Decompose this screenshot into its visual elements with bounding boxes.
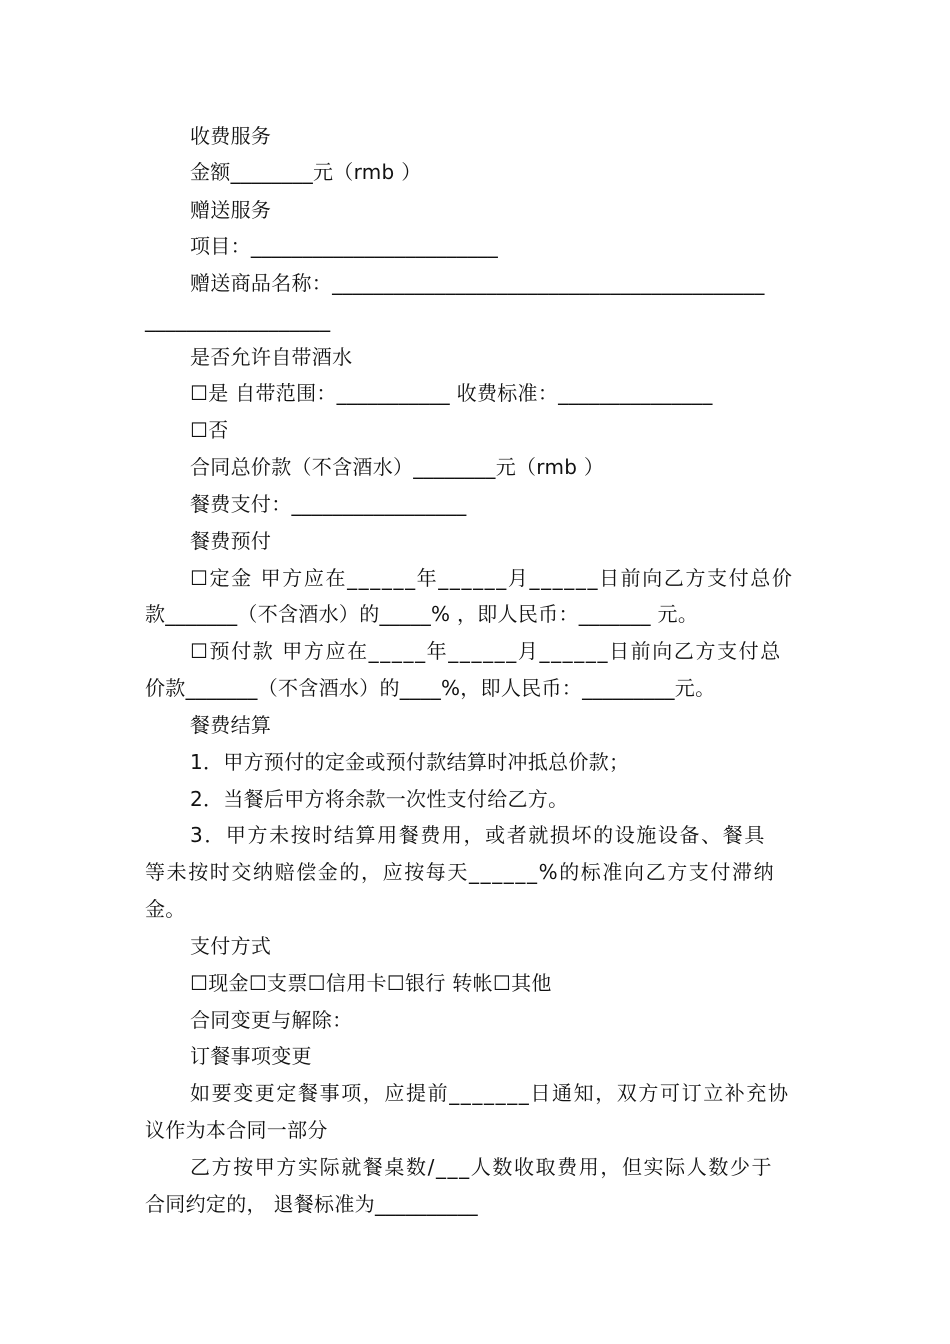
own-wine-no-line: ☐否 — [190, 418, 229, 442]
advance-payment-line-cont: 价款_______（不含酒水）的____%，即人民币：_________元。 — [145, 676, 716, 700]
settlement-item-3-end: 金。 — [145, 897, 186, 921]
payment-method-options: ☐现金☐支票☐信用卡☐银行 转帐☐其他 — [190, 971, 552, 995]
settlement-item-3-cont: 等未按时交纳赔偿金的，应按每天______%的标准向乙方支付滞纳 — [145, 860, 776, 884]
heading-contract-change: 合同变更与解除： — [190, 1008, 353, 1032]
total-price-line: 合同总价款（不含酒水）________元（rmb ） — [190, 455, 605, 479]
refund-line: 乙方按甲方实际就餐桌数/___人数收取费用，但实际人数少于 — [190, 1155, 774, 1179]
amount-line: 金额________元（rmb ） — [190, 160, 422, 184]
heading-payment-method: 支付方式 — [190, 934, 272, 958]
advance-payment-line: ☐预付款 甲方应在_____年______月______日前向乙方支付总 — [190, 639, 782, 663]
settlement-item-3: 3．甲方未按时结算用餐费用，或者就损坏的设施设备、餐具 — [190, 823, 766, 847]
settlement-item-1: 1．甲方预付的定金或预付款结算时冲抵总价款； — [190, 750, 630, 774]
heading-gift-service: 赠送服务 — [190, 198, 272, 222]
item-line: 项目：________________________ — [190, 234, 499, 258]
deposit-line-cont: 款_______（不含酒水）的_____% ，即人民币：_______ 元。 — [145, 602, 699, 626]
gift-goods-line: 赠送商品名称：__________________________________________ — [190, 271, 765, 295]
deposit-line: ☐定金 甲方应在______年______月______日前向乙方支付总价 — [190, 566, 794, 590]
heading-prepayment: 餐费预付 — [190, 529, 272, 553]
gift-goods-line-cont: __________________ — [145, 308, 331, 332]
heading-own-wine: 是否允许自带酒水 — [190, 345, 353, 369]
heading-paid-service: 收费服务 — [190, 124, 272, 148]
order-change-line-cont: 议作为本合同一部分 — [145, 1118, 328, 1142]
own-wine-yes-line: ☐是 自带范围：___________ 收费标准：_______________ — [190, 381, 713, 405]
refund-line-cont: 合同约定的， 退餐标准为__________ — [145, 1192, 478, 1216]
heading-settlement: 餐费结算 — [190, 713, 272, 737]
order-change-line: 如要变更定餐事项，应提前_______日通知，双方可订立补充协 — [190, 1081, 790, 1105]
settlement-item-2: 2．当餐后甲方将余款一次性支付给乙方。 — [190, 787, 569, 811]
meal-payment-line: 餐费支付：_________________ — [190, 492, 467, 516]
heading-order-change: 订餐事项变更 — [190, 1044, 312, 1068]
